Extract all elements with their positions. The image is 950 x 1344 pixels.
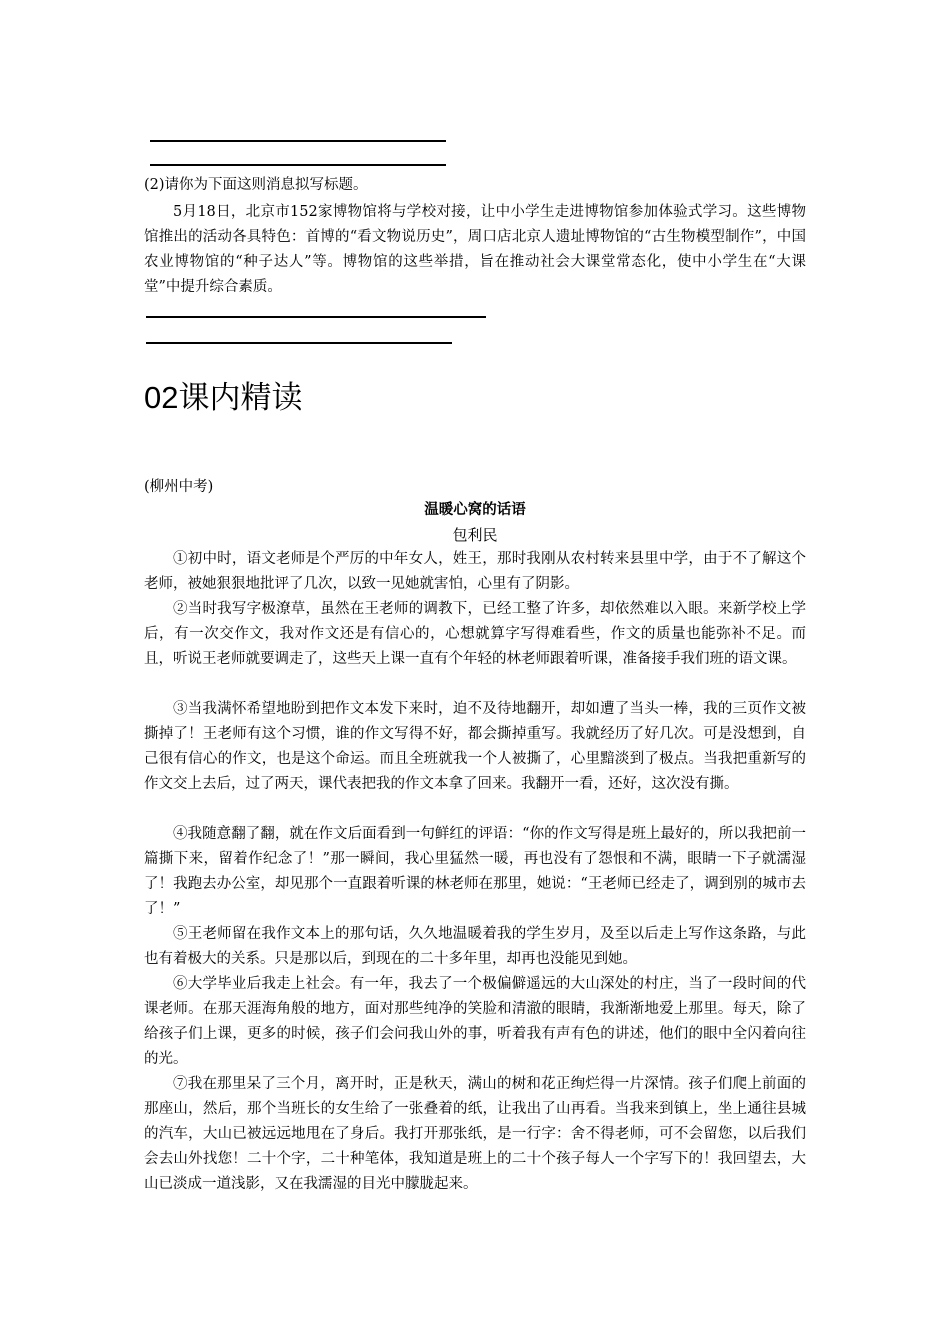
question-2-prompt: (2)请你为下面这则消息拟写标题。 bbox=[144, 177, 368, 193]
article-paragraph-2: ②当时我写字极潦草，虽然在王老师的调教下，已经工整了许多，却依然难以入眼。来新学校上学后，有一次交作文，我对作文还是有信心的，心想就算字写得难看些，作文的质量也能弥补不足。而且，听说王老师就要调走了，这些天上课一直有个年轻的林老师跟着听课，准备接手我们班的语文课。 bbox=[144, 601, 806, 667]
article-title: 温暖心窝的话语 bbox=[424, 502, 526, 518]
article-paragraph-7: ⑦我在那里呆了三个月，离开时，正是秋天，满山的树和花正绚烂得一片深情。孩子们爬上前面的那座山，然后，那个当班长的女生给了一张叠着的纸，让我出了山再看。当我来到镇上，坐上通往县城的汽车，大山已被远远地甩在了身后。我打开那张纸，是一行字：舍不得老师，可不会留您，以后我们会去山外找您！二十个字，二十种笔体，我知道是班上的二十个孩子每人一个字写下的！我回望去，大山已淡成一道浅影，又在我濡湿的目光中朦胧起来。 bbox=[144, 1076, 806, 1192]
section-heading: 02课内精读 bbox=[144, 380, 303, 415]
news-passage: 5月18日，北京市152家博物馆将与学校对接，让中小学生走进博物馆参加体验式学习。这些博物馆推出的活动各具特色：首博的“看文物说历史”，周口店北京人遗址博物馆的“古生物模型制作”，中国农业博物馆的“种子达人”等。博物馆的这些举措，旨在推动社会大课堂常态化，使中小学生在“大课堂”中提升综合素质。 bbox=[144, 204, 806, 295]
article-paragraph-6: ⑥大学毕业后我走上社会。有一年，我去了一个极偏僻遥远的大山深处的村庄，当了一段时间的代课老师。在那天涯海角般的地方，面对那些纯净的笑脸和清澈的眼睛，我渐渐地爱上那里。每天，除了给孩子们上课，更多的时候，孩子们会问我山外的事，听着我有声有色的讲述，他们的眼中全闪着向往的光。 bbox=[144, 976, 806, 1067]
article-author: 包利民 bbox=[452, 526, 498, 544]
article-paragraph-4: ④我随意翻了翻，就在作文后面看到一句鲜红的评语：“你的作文写得是班上最好的，所以我把前一篇撕下来，留着作纪念了！”那一瞬间，我心里猛然一暖，再也没有了怨恨和不满，眼睛一下子就濡湿了！我跑去办公室，却见那个一直跟着听课的林老师在那里，她说：“王老师已经走了，调到别的城市去了！” bbox=[144, 826, 806, 917]
article-paragraph-1: ①初中时，语文老师是个严厉的中年女人，姓王，那时我刚从农村转来县里中学，由于不了解这个老师，被她狠狠地批评了几次，以致一见她就害怕，心里有了阴影。 bbox=[144, 551, 806, 592]
answer-line bbox=[146, 342, 452, 344]
answer-line bbox=[150, 164, 446, 166]
article-paragraph-3: ③当我满怀希望地盼到把作文本发下来时，迫不及待地翻开，却如遭了当头一棒，我的三页作文被撕掉了！王老师有这个习惯，谁的作文写得不好，都会撕掉重写。我就经历了好几次。可是没想到，自己很有信心的作文，也是这个命运。而且全班就我一个人被撕了，心里黯淡到了极点。当我把重新写的作文交上去后，过了两天，课代表把我的作文本拿了回来。我翻开一看，还好，这次没有撕。 bbox=[144, 701, 806, 792]
article-paragraph-5: ⑤王老师留在我作文本上的那句话，久久地温暖着我的学生岁月，及至以后走上写作这条路，与此也有着极大的关系。只是那以后，到现在的二十多年里，却再也没能见到她。 bbox=[144, 926, 806, 967]
source-note: (柳州中考) bbox=[144, 479, 214, 495]
answer-line bbox=[150, 140, 446, 142]
answer-line bbox=[146, 316, 486, 318]
